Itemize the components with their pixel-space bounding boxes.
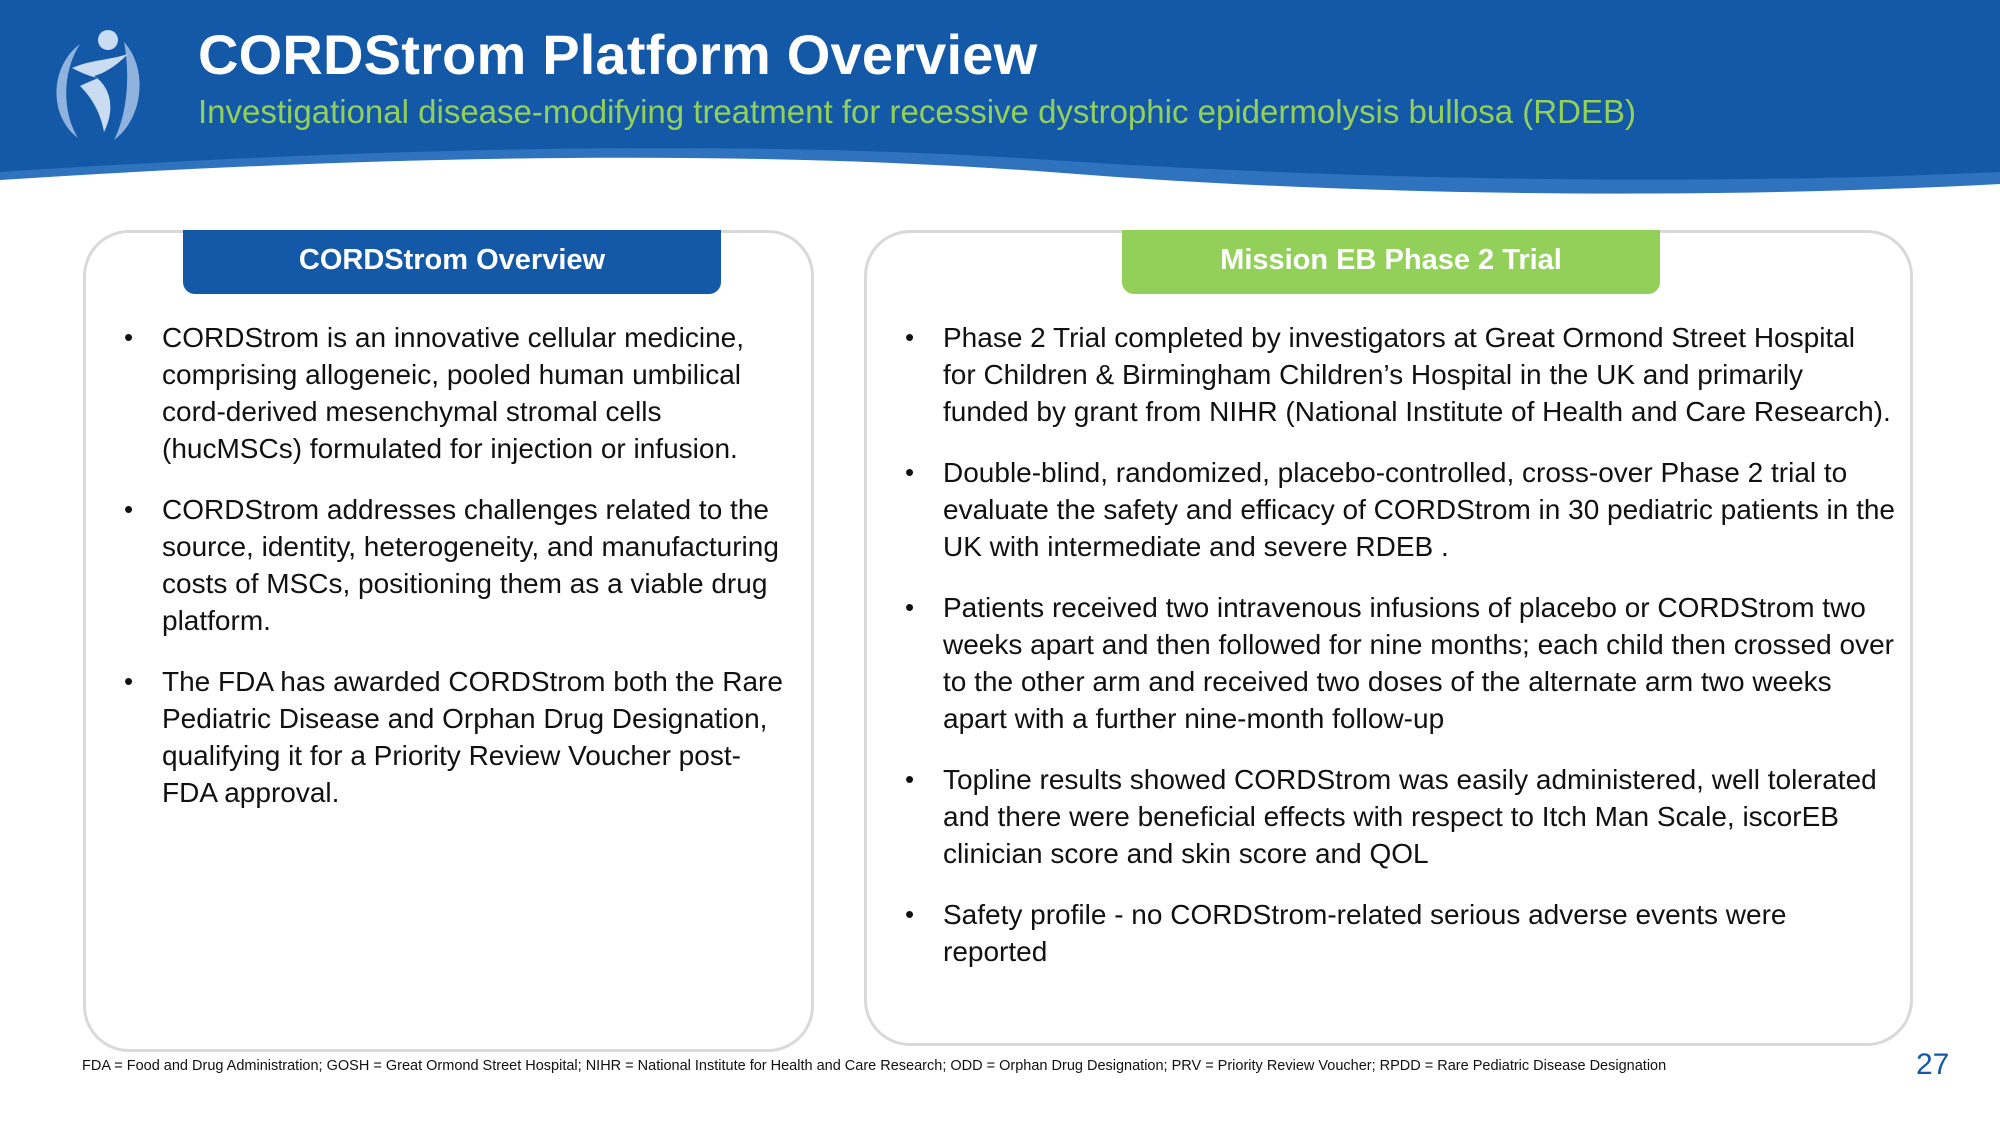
overview-card xyxy=(83,230,814,1052)
bullet-text: Patients received two intravenous infusions of placebo or CORDStrom two weeks apart and then followed for nine months; each child then crossed over to the other arm and received two doses of the alternate arm two weeks apart with a further nine-month follow-up xyxy=(943,592,1895,734)
bullet-icon: • xyxy=(124,666,134,696)
trial-bullet-list xyxy=(905,319,1895,994)
list-item xyxy=(124,491,784,639)
list-item xyxy=(905,761,1895,872)
page-number: 27 xyxy=(1916,1048,1950,1081)
trial-card-heading: Mission EB Phase 2 Trial xyxy=(1122,230,1660,294)
list-item xyxy=(905,319,1895,430)
bullet-text: CORDStrom is an innovative cellular medicine, comprising allogeneic, pooled human umbilical cord-derived mesenchymal stromal cells (hucMSCs) formulated for injection or infusion. xyxy=(162,322,744,464)
list-item xyxy=(905,896,1895,970)
bullet-text: The FDA has awarded CORDStrom both the Rare Pediatric Disease and Orphan Drug Designation, qualifying it for a Priority Review Voucher post-FDA approval. xyxy=(162,666,783,808)
trial-card xyxy=(864,230,1913,1046)
bullet-text: Double-blind, randomized, placebo-controlled, cross-over Phase 2 trial to evaluate the safety and efficacy of CORDStrom in 30 pediatric patients in the UK with intermediate and severe RDEB . xyxy=(943,457,1895,562)
list-item xyxy=(124,663,784,811)
page-subtitle: Investigational disease-modifying treatment for recessive dystrophic epidermolysis bullosa (RDEB) xyxy=(198,93,1636,130)
page-title: CORDStrom Platform Overview xyxy=(198,23,1038,86)
bullet-icon: • xyxy=(124,322,134,352)
bullet-text: CORDStrom addresses challenges related to the source, identity, heterogeneity, and manufacturing costs of MSCs, positioning them as a viable drug platform. xyxy=(162,494,779,636)
list-item xyxy=(905,454,1895,565)
bullet-icon: • xyxy=(905,322,915,352)
bullet-icon: • xyxy=(905,457,915,487)
bullet-text: Topline results showed CORDStrom was easily administered, well tolerated and there were beneficial effects with respect to Itch Man Scale, iscorEB clinician score and skin score and QOL xyxy=(943,764,1877,869)
footnote: FDA = Food and Drug Administration; GOSH = Great Ormond Street Hospital; NIHR = National Institute for Health and Care Research; ODD = Orphan Drug Designation; PRV = Priority Review Voucher; RPDD = Rare Pediatric Disease Designation xyxy=(82,1058,1667,1074)
bullet-icon: • xyxy=(905,899,915,929)
company-logo-icon xyxy=(44,24,156,150)
list-item xyxy=(124,319,784,467)
overview-bullet-list xyxy=(124,319,784,835)
bullet-text: Safety profile - no CORDStrom-related serious adverse events were reported xyxy=(943,899,1787,967)
bullet-icon: • xyxy=(905,764,915,794)
overview-card-heading: CORDStrom Overview xyxy=(183,230,721,294)
bullet-text: Phase 2 Trial completed by investigators at Great Ormond Street Hospital for Children & Birmingham Children’s Hospital in the UK and primarily funded by grant from NIHR (National Institute of Health and Care Research). xyxy=(943,322,1891,427)
bullet-icon: • xyxy=(124,494,134,524)
bullet-icon: • xyxy=(905,592,915,622)
list-item xyxy=(905,589,1895,737)
